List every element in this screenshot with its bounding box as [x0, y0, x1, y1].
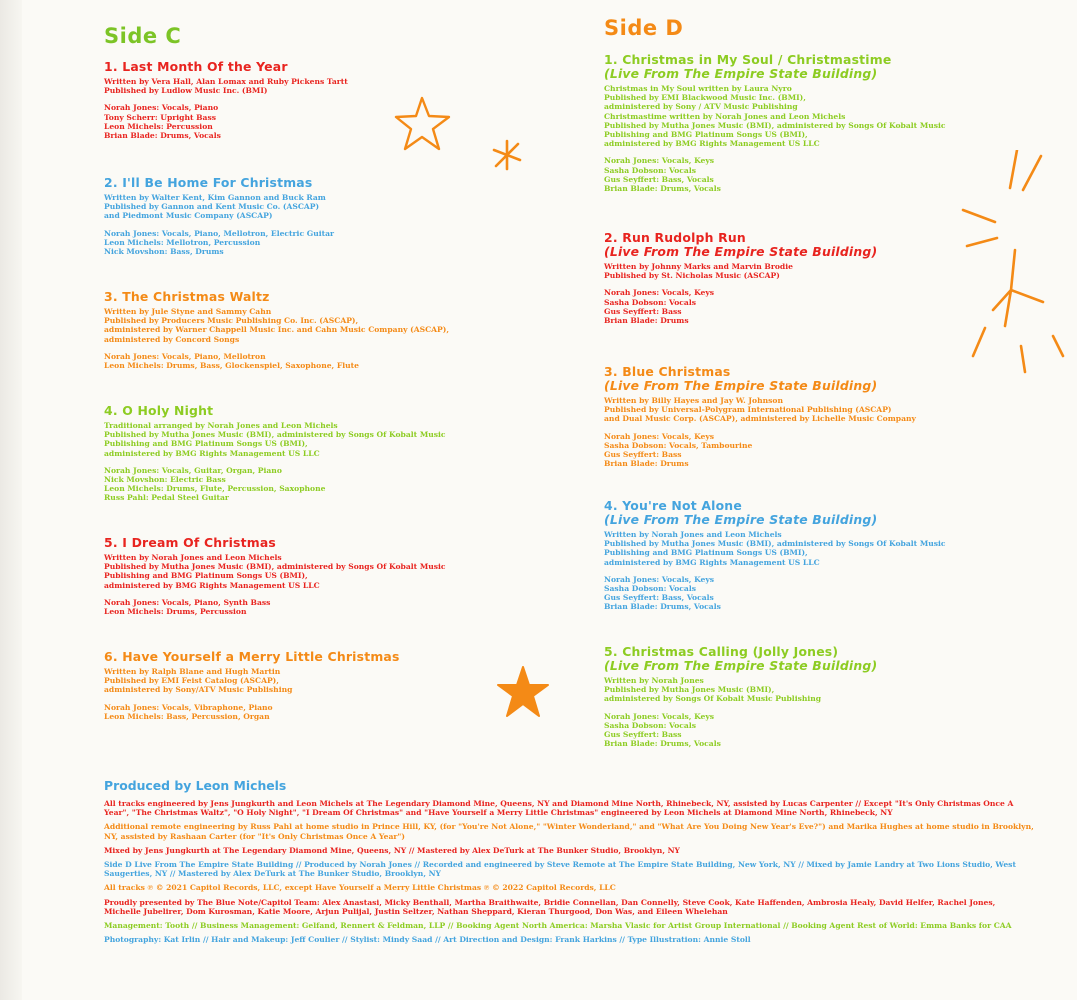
- track-personnel-line: Nick Movshon: Electric Bass: [104, 475, 226, 485]
- track-title: 3. Blue Christmas: [604, 364, 731, 379]
- track-credit-line: Written by Norah Jones: [604, 676, 704, 685]
- track-personnel-line: Gus Seyffert: Bass: [604, 306, 682, 316]
- credit-paragraph: Proudly presented by The Blue Note/Capitol Team: Alex Anastasi, Micky Benthall, Martha Braithwaite, Bridie Connellan, Dan Connelly, Steve Cook, Kate Haffenden, Ambrosia Healy, David Helfer, Rachel Jones, Michelle Jubelirer, Dom Kurosman, Katie Moore, Arjun Pulijal, Justin Seltzer, Nathan Sheppard, Kieran Thurgood, Don Was, and Eileen Whelehan: [104, 897, 996, 916]
- track-personnel-line: Brian Blade: Drums, Vocals: [604, 184, 721, 194]
- side-c-track-5: [104, 536, 446, 616]
- track-title: 2. I'll Be Home For Christmas: [104, 175, 313, 190]
- track-personnel-line: Leon Michels: Mellotron, Percussion: [104, 237, 261, 247]
- credit-paragraph: Additional remote engineering by Russ Pahl at home studio in Prince Hill, KY, (for "You're Not Alone," "Winter Wonderland," and "What Are You Doing New Year's Eve?") and Marika Hughes at home studio in Brooklyn, NY, assisted by Rashaan Carter (for "It's Only Christmas Once A Year"): [104, 822, 1034, 841]
- track-credit-line: administered by Sony / ATV Music Publishing: [604, 102, 798, 112]
- track-credit-line: Christmastime written by Norah Jones and Leon Michels: [604, 111, 846, 121]
- track-credit-line: Written by Walter Kent, Kim Gannon and Buck Ram: [104, 193, 326, 202]
- track-credit-line: Published by Mutha Jones Music (BMI), administered by Songs Of Kobalt Music: [104, 430, 446, 440]
- track-subtitle: (Live From The Empire State Building): [604, 66, 878, 81]
- track-credit-line: Written by Johnny Marks and Marvin Brodie: [604, 262, 793, 271]
- side-c-track-1: [104, 60, 348, 140]
- outline-star-icon: [392, 94, 454, 156]
- track-personnel-line: Sasha Dobson: Vocals: [604, 720, 696, 730]
- track-subtitle: (Live From The Empire State Building): [604, 512, 878, 527]
- track-personnel-line: Tony Scherr: Upright Bass: [104, 112, 217, 122]
- credit-paragraph: Side D Live From The Empire State Building // Produced by Norah Jones // Recorded and engineered by Steve Remote at The Empire State Building, New York, NY // Mixed by Jamie Landry at Two Lions Studio, West Saugerties, NY // Mastered by Alex DeTurk at The Bunker Studio, Brooklyn, NY: [104, 860, 1016, 879]
- track-title: 5. Christmas Calling (Jolly Jones): [604, 644, 839, 659]
- track-personnel-line: Gus Seyffert: Bass, Vocals: [604, 174, 714, 184]
- track-personnel-line: Gus Seyffert: Bass: [604, 450, 682, 460]
- side-d-track-1: [604, 53, 946, 193]
- track-personnel-line: Norah Jones: Vocals, Guitar, Organ, Piano: [104, 465, 282, 475]
- track-credit-line: Published by Mutha Jones Music (BMI), administered by Songs Of Kobalt Music: [104, 562, 446, 572]
- track-personnel-line: Brian Blade: Drums, Vocals: [604, 602, 721, 612]
- track-credit-line: administered by Songs Of Kobalt Music Publishing: [604, 694, 822, 704]
- track-credit-line: administered by BMG Rights Management US LLC: [104, 580, 320, 590]
- track-title: 4. You're Not Alone: [604, 498, 742, 513]
- track-credit-line: Published by St. Nicholas Music (ASCAP): [604, 271, 780, 281]
- side-c-track-2: [104, 176, 334, 256]
- track-personnel-line: Leon Michels: Drums, Flute, Percussion, Saxophone: [104, 484, 326, 494]
- track-credit-line: administered by BMG Rights Management US LLC: [604, 139, 820, 149]
- track-credit-line: Published by EMI Feist Catalog (ASCAP),: [104, 676, 279, 686]
- track-credit-line: Published by Mutha Jones Music (BMI),: [604, 685, 775, 695]
- side-d-heading: Side D: [604, 16, 684, 40]
- track-personnel-line: Brian Blade: Drums: [604, 459, 689, 469]
- side-d-track-4: [604, 499, 946, 612]
- track-personnel-line: Leon Michels: Drums, Percussion: [104, 607, 247, 617]
- side-c-heading: Side C: [104, 24, 182, 48]
- credit-paragraph: Management: Tooth // Business Management: Gelfand, Rennert & Feldman, LLP // Booking Agent North America: Marsha Vlasic for Artist Group International // Booking Agent Rest of World: Emma Banks for CAA: [104, 921, 1012, 931]
- credit-paragraph: Photography: Kat Irlin // Hair and Makeup: Jeff Coulier // Stylist: Mindy Saad // Art Direction and Design: Frank Harkins // Type Illustration: Annie Stoll: [104, 935, 751, 945]
- credit-paragraph: All tracks engineered by Jens Jungkurth and Leon Michels at The Legendary Diamond Mine, Queens, NY and Diamond Mine North, Rhinebeck, NY, assisted by Lucas Carpenter // Except "It's Only Christmas Once A Year", "The Christmas Waltz", "O Holy Night", "I Dream Of Christmas" and "Have Yourself a Merry Little Christmas" engineered by Leon Michels at Diamond Mine North, Rhinebeck, NY: [104, 799, 1014, 818]
- track-credit-line: administered by Warner Chappell Music Inc. and Cahn Music Company (ASCAP),: [104, 325, 449, 335]
- track-credit-line: Publishing and BMG Platinum Songs US (BMI),: [604, 130, 808, 140]
- side-d-track-2: [604, 231, 877, 325]
- track-credit-line: Written by Jule Styne and Sammy Cahn: [104, 307, 272, 316]
- track-personnel-line: Norah Jones: Vocals, Keys: [604, 156, 715, 166]
- track-personnel-line: Gus Seyffert: Bass: [604, 730, 682, 740]
- track-credit-line: Christmas in My Soul written by Laura Nyro: [604, 84, 792, 93]
- track-title: 1. Christmas in My Soul / Christmastime: [604, 52, 892, 67]
- track-credit-line: Traditional arranged by Norah Jones and Leon Michels: [104, 421, 338, 430]
- track-credit-line: Publishing and BMG Platinum Songs US (BMI),: [104, 439, 308, 449]
- track-title: 6. Have Yourself a Merry Little Christmas: [104, 649, 400, 664]
- track-credit-line: Published by Mutha Jones Music (BMI), administered by Songs Of Kobalt Music: [604, 539, 946, 549]
- track-credit-line: Published by Mutha Jones Music (BMI), administered by Songs Of Kobalt Music: [604, 120, 946, 130]
- track-title: 2. Run Rudolph Run: [604, 230, 746, 245]
- track-personnel-line: Leon Michels: Bass, Percussion, Organ: [104, 711, 270, 721]
- track-personnel-line: Brian Blade: Drums, Vocals: [604, 739, 721, 749]
- side-c-track-3: [104, 290, 449, 370]
- track-credit-line: and Dual Music Corp. (ASCAP), administered by Lichelle Music Company: [604, 414, 916, 424]
- track-title: 5. I Dream Of Christmas: [104, 535, 277, 550]
- track-personnel-line: Brian Blade: Drums: [604, 316, 689, 326]
- track-credit-line: administered by BMG Rights Management US LLC: [604, 557, 820, 567]
- track-credit-line: Written by Norah Jones and Leon Michels: [104, 553, 282, 562]
- track-credit-line: and Piedmont Music Company (ASCAP): [104, 211, 273, 221]
- track-credit-line: Written by Vera Hall, Alan Lomax and Ruby Pickens Tartt: [104, 77, 348, 86]
- track-subtitle: (Live From The Empire State Building): [604, 378, 878, 393]
- side-d-track-3: [604, 365, 916, 468]
- track-personnel-line: Norah Jones: Vocals, Keys: [604, 288, 715, 298]
- filled-star-icon: [494, 664, 552, 722]
- track-credit-line: Written by Norah Jones and Leon Michels: [604, 530, 782, 539]
- track-personnel-line: Nick Movshon: Bass, Drums: [104, 247, 224, 257]
- track-personnel-line: Norah Jones: Vocals, Keys: [604, 711, 715, 721]
- track-title: 4. O Holy Night: [104, 403, 214, 418]
- track-personnel-line: Norah Jones: Vocals, Keys: [604, 431, 715, 441]
- track-credit-line: Publishing and BMG Platinum Songs US (BMI),: [604, 548, 808, 558]
- track-credit-line: Written by Billy Hayes and Jay W. Johnson: [604, 396, 783, 405]
- track-credit-line: Written by Ralph Blane and Hugh Martin: [104, 667, 281, 676]
- track-credit-line: Published by Gannon and Kent Music Co. (ASCAP): [104, 202, 320, 212]
- track-personnel-line: Sasha Dobson: Vocals, Tambourine: [604, 440, 753, 450]
- track-subtitle: (Live From The Empire State Building): [604, 244, 878, 259]
- track-personnel-line: Sasha Dobson: Vocals: [604, 297, 696, 307]
- track-credit-line: Published by EMI Blackwood Music Inc. (BMI),: [604, 93, 806, 103]
- track-personnel-line: Norah Jones: Vocals, Piano, Synth Bass: [104, 597, 271, 607]
- side-c-track-6: [104, 650, 400, 721]
- track-personnel-line: Leon Michels: Percussion: [104, 121, 213, 131]
- side-d-track-5: [604, 645, 877, 748]
- track-personnel-line: Sasha Dobson: Vocals: [604, 165, 696, 175]
- track-credit-line: Published by Ludlow Music Inc. (BMI): [104, 86, 268, 96]
- track-personnel-line: Norah Jones: Vocals, Vibraphone, Piano: [104, 702, 273, 712]
- track-personnel-line: Brian Blade: Drums, Vocals: [104, 131, 221, 141]
- sparkle-burst-icon: [955, 150, 1065, 380]
- produced-by: Produced by Leon Michels: [104, 778, 287, 793]
- track-personnel-line: Norah Jones: Vocals, Keys: [604, 574, 715, 584]
- production-credits: [104, 778, 1034, 949]
- track-credit-line: Publishing and BMG Platinum Songs US (BMI),: [104, 571, 308, 581]
- page-edge: [0, 0, 22, 1000]
- track-personnel-line: Gus Seyffert: Bass, Vocals: [604, 593, 714, 603]
- track-credit-line: Published by Universal-Polygram International Publishing (ASCAP): [604, 405, 892, 415]
- track-personnel-line: Russ Pahl: Pedal Steel Guitar: [104, 493, 229, 503]
- track-subtitle: (Live From The Empire State Building): [604, 658, 878, 673]
- track-credit-line: administered by Concord Songs: [104, 334, 240, 344]
- side-c-track-4: [104, 404, 446, 503]
- track-personnel-line: Norah Jones: Vocals, Piano: [104, 103, 219, 113]
- track-personnel-line: Norah Jones: Vocals, Piano, Mellotron: [104, 351, 266, 361]
- credit-paragraph: All tracks ℗ © 2021 Capitol Records, LLC, except Have Yourself a Merry Little Christmas ℗ © 2022 Capitol Records, LLC: [104, 883, 616, 893]
- track-personnel-line: Norah Jones: Vocals, Piano, Mellotron, Electric Guitar: [104, 228, 335, 238]
- track-credit-line: administered by Sony/ATV Music Publishing: [104, 685, 293, 695]
- credit-paragraph: Mixed by Jens Jungkurth at The Legendary Diamond Mine, Queens, NY // Mastered by Alex DeTurk at The Bunker Studio, Brooklyn, NY: [104, 845, 680, 855]
- track-personnel-line: Leon Michels: Drums, Bass, Glockenspiel, Saxophone, Flute: [104, 361, 359, 371]
- track-credit-line: administered by BMG Rights Management US LLC: [104, 448, 320, 458]
- small-asterisk-icon: [490, 138, 524, 172]
- track-personnel-line: Sasha Dobson: Vocals: [604, 584, 696, 594]
- track-title: 3. The Christmas Waltz: [104, 289, 270, 304]
- track-credit-line: Published by Producers Music Publishing Co. Inc. (ASCAP),: [104, 316, 359, 326]
- track-title: 1. Last Month Of the Year: [104, 59, 288, 74]
